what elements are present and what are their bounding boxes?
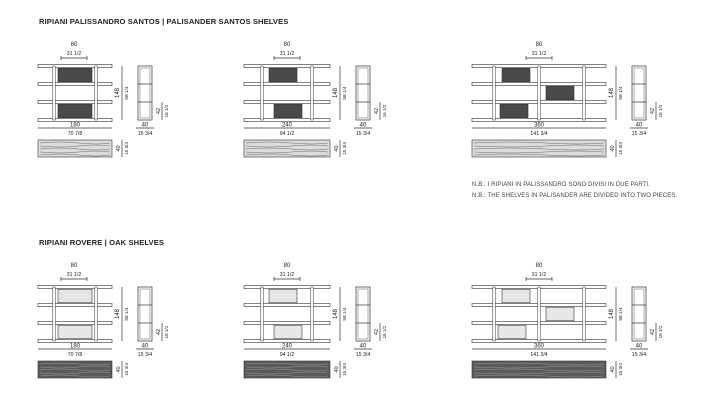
top-dim-in: 31 1/2 [531,51,547,57]
height-dim-in: 58 1/4 [343,307,348,321]
plan-dim-cm: 40 [334,366,340,373]
top-dim-cm: 80 [70,42,78,48]
note-italian: N.B.: I RIPIANI IN PALISSANDRO SONO DIVISI IN DUE PARTI. [472,182,650,188]
shelf-board [244,82,330,85]
upright [53,287,55,341]
shelf-unit-palisander-180 [38,42,169,157]
top-dim-in: 31 1/2 [279,51,295,57]
shelf-board [38,82,112,85]
side-dim-cm: 42 [650,328,656,336]
top-dim-in: 31 1/2 [279,272,295,278]
back-panel [58,289,92,303]
shelf-unit-palisander-360 [472,42,663,157]
section-title-palisander: RIPIANI PALISSANDRO SANTOS | PALISANDER SANTOS SHELVES [39,17,289,26]
upright [493,66,495,120]
upright [583,66,585,120]
top-dim-cm: 80 [283,263,291,269]
height-dim-cm: 148 [115,308,121,320]
top-dim-cm: 80 [283,42,291,48]
shelf-board [244,100,330,103]
plan-dim-in: 15 3/4 [342,142,347,155]
back-panel [502,68,530,82]
depth-dim-in: 15 3/4 [631,131,647,137]
height-dim-in: 58 1/4 [125,86,130,100]
height-dim-cm: 148 [115,87,121,99]
width-dim-cm: 360 [533,343,545,350]
shelf-board [38,303,112,306]
width-dim-in: 70 7/8 [67,352,83,358]
plan-dim-in: 15 3/4 [124,142,129,155]
side-dim-in: 16 1/2 [164,325,169,339]
side-dim-cm: 42 [650,107,656,115]
plan-dim-cm: 40 [610,145,616,152]
shelf-unit-oak-240 [244,263,387,378]
upright [583,287,585,341]
upright [95,287,97,341]
shelf-board [38,118,112,121]
height-dim-in: 58 1/4 [343,86,348,100]
shelf-board [38,100,112,103]
width-dim-cm: 240 [281,343,293,350]
depth-dim-in: 15 3/4 [137,131,153,137]
width-dim-in: 141 3/4 [530,131,548,137]
upright [538,66,540,120]
upright [261,66,263,120]
depth-dim-cm: 40 [141,343,149,350]
side-dim-cm: 42 [156,107,162,115]
upright [261,287,263,341]
depth-dim-in: 15 3/4 [631,352,647,358]
back-panel [274,104,302,118]
width-dim-in: 94 1/2 [279,352,295,358]
upright [311,287,313,341]
back-panel [58,68,92,82]
plan-dim-cm: 40 [116,145,122,152]
back-panel [502,289,530,303]
back-panel [58,325,92,339]
shelf-board [244,303,330,306]
section-title-oak: RIPIANI ROVERE | OAK SHELVES [39,238,165,247]
upright [95,66,97,120]
shelf-unit-oak-360 [472,263,663,378]
top-dim-cm: 80 [535,42,543,48]
width-dim-cm: 180 [69,343,81,350]
shelf-board [38,285,112,288]
height-dim-in: 58 1/4 [619,307,624,321]
side-dim-in: 16 1/2 [382,325,387,339]
width-dim-cm: 240 [281,122,293,129]
height-dim-cm: 148 [333,308,339,320]
upright [53,66,55,120]
width-dim-in: 94 1/2 [279,131,295,137]
back-panel [546,307,574,321]
top-dim-cm: 80 [70,263,78,269]
side-dim-in: 16 1/2 [658,104,663,118]
height-dim-cm: 148 [609,308,615,320]
back-panel [500,104,528,118]
shelf-board [38,64,112,67]
upright [311,66,313,120]
width-dim-in: 70 7/8 [67,131,83,137]
top-dim-in: 31 1/2 [531,272,547,278]
depth-dim-in: 15 3/4 [137,352,153,358]
height-dim-cm: 148 [609,87,615,99]
plan-dim-in: 15 3/4 [618,363,623,376]
shelf-board [244,64,330,67]
height-dim-in: 58 1/4 [619,86,624,100]
top-dim-in: 31 1/2 [66,272,82,278]
side-dim-in: 16 1/2 [164,104,169,118]
back-panel [58,104,92,118]
back-panel [498,325,526,339]
side-dim-cm: 42 [374,328,380,336]
width-dim-cm: 180 [69,122,81,129]
shelf-board [38,321,112,324]
depth-dim-cm: 40 [359,122,367,129]
plan-dim-in: 15 3/4 [342,363,347,376]
plan-dim-cm: 40 [116,366,122,373]
upright [493,287,495,341]
plan-dim-in: 15 3/4 [618,142,623,155]
side-dim-cm: 42 [156,328,162,336]
depth-dim-in: 15 3/4 [355,352,371,358]
plan-dim-cm: 40 [334,145,340,152]
shelf-unit-palisander-240 [244,42,387,157]
side-dim-in: 16 1/2 [382,104,387,118]
shelf-board [244,118,330,121]
back-panel [269,68,297,82]
width-dim-in: 141 3/4 [530,352,548,358]
plan-dim-in: 15 3/4 [124,363,129,376]
top-dim-in: 31 1/2 [66,51,82,57]
depth-dim-cm: 40 [635,122,643,129]
shelf-unit-oak-180 [38,263,169,378]
back-panel [546,86,574,100]
depth-dim-cm: 40 [359,343,367,350]
plan-dim-cm: 40 [610,366,616,373]
shelf-board [244,321,330,324]
back-panel [269,289,297,303]
shelf-board [38,339,112,342]
depth-dim-cm: 40 [635,343,643,350]
height-dim-in: 58 1/4 [125,307,130,321]
height-dim-cm: 148 [333,87,339,99]
top-dim-cm: 80 [535,263,543,269]
shelf-board [244,285,330,288]
shelf-board [244,339,330,342]
side-dim-cm: 42 [374,107,380,115]
back-panel [274,325,302,339]
depth-dim-cm: 40 [141,122,149,129]
side-dim-in: 16 1/2 [658,325,663,339]
upright [538,287,540,341]
width-dim-cm: 360 [533,122,545,129]
depth-dim-in: 15 3/4 [355,131,371,137]
note-english: N.B.: THE SHELVES IN PALISANDER ARE DIVIDED INTO TWO PIECES. [472,193,678,199]
